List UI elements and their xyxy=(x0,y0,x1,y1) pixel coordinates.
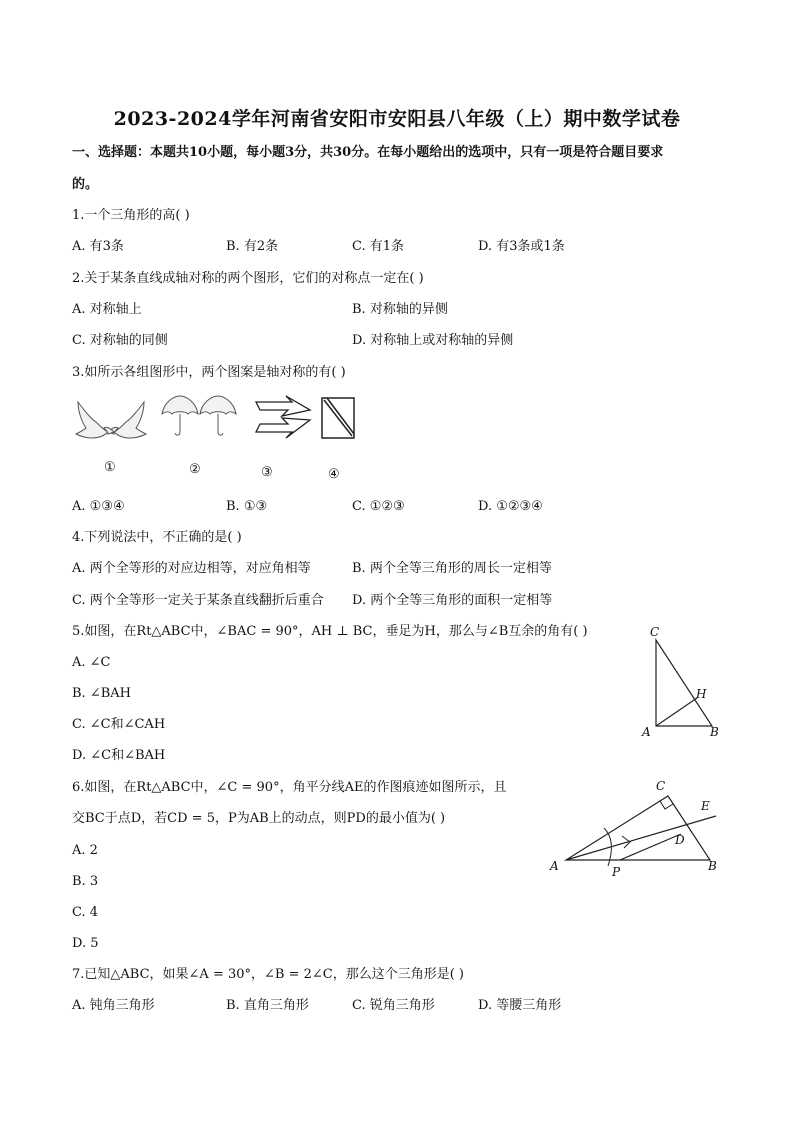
q1-option-b: B. 有2条 xyxy=(226,239,279,254)
q6-triangle-figure xyxy=(544,776,724,880)
q4-option-c: C. 两个全等形一定关于某条直线翻折后重合 xyxy=(72,593,324,608)
segment-pd xyxy=(620,834,681,860)
q6-stem-line2: 交BC于点D，若CD = 5，P为AB上的动点，则PD的最小值为( ) xyxy=(72,811,446,826)
label-a: A xyxy=(642,725,651,739)
q1-option-d: D. 有3条或1条 xyxy=(478,239,565,254)
right-angle-mark xyxy=(660,801,673,809)
q3-stem: 3.如所示各组图形中，两个图案是轴对称的有( ) xyxy=(72,365,346,380)
q4-option-d: D. 两个全等三角形的面积一定相等 xyxy=(352,593,553,608)
q7-stem: 7.已知△ABC，如果∠A = 30°，∠B = 2∠C，那么这个三角形是( ) xyxy=(72,967,464,982)
q2-stem: 2.关于某条直线成轴对称的两个图形，它们的对称点一定在( ) xyxy=(72,271,424,286)
q5-option-d: D. ∠C和∠BAH xyxy=(72,748,166,763)
q4-stem: 4.下列说法中，不正确的是( ) xyxy=(72,530,242,545)
q7-option-d: D. 等腰三角形 xyxy=(478,998,562,1013)
q3-caption-4: ④ xyxy=(328,467,340,482)
label-h: H xyxy=(696,687,707,701)
q1-option-a: A. 有3条 xyxy=(72,239,124,254)
bisector-ae xyxy=(566,816,716,860)
q4-option-a: A. 两个全等形的对应边相等，对应角相等 xyxy=(72,561,311,576)
q3-figures xyxy=(70,392,370,452)
label-b: B xyxy=(708,859,717,873)
label-d: D xyxy=(675,833,685,847)
q2-option-b: B. 对称轴的异侧 xyxy=(352,302,448,317)
q5-option-c: C. ∠C和∠CAH xyxy=(72,717,166,732)
q7-option-c: C. 锐角三角形 xyxy=(352,998,435,1013)
q6-option-a: A. 2 xyxy=(72,843,98,858)
section-instructions-line1: 一、选择题：本题共10小题，每小题3分，共30分。在每小题给出的选项中，只有一项是符合题目要求 xyxy=(72,145,664,160)
q2-option-d: D. 对称轴上或对称轴的异侧 xyxy=(352,333,514,348)
label-c: C xyxy=(650,625,660,639)
q3-option-a: A. ①③④ xyxy=(72,499,125,514)
q2-option-a: A. 对称轴上 xyxy=(72,302,142,317)
page-title: 2023-2024学年河南省安阳市安阳县八年级（上）期中数学试卷 xyxy=(113,108,681,130)
label-e: E xyxy=(701,799,710,813)
label-c: C xyxy=(656,779,666,793)
q5-triangle-figure xyxy=(636,622,736,744)
q3-caption-2: ② xyxy=(189,462,201,477)
q5-stem: 5.如图，在Rt△ABC中，∠BAC = 90°，AH ⊥ BC，垂足为H，那么与∠B互余的角有( ) xyxy=(72,624,588,639)
q5-option-a: A. ∠C xyxy=(72,655,111,670)
altitude-ah xyxy=(656,698,697,726)
label-a: A xyxy=(550,859,559,873)
q3-option-b: B. ①③ xyxy=(226,499,268,514)
q7-option-a: A. 钝角三角形 xyxy=(72,998,155,1013)
q4-option-b: B. 两个全等三角形的周长一定相等 xyxy=(352,561,552,576)
q6-stem-line1: 6.如图，在Rt△ABC中，∠C = 90°，角平分线AE的作图痕迹如图所示，且 xyxy=(72,780,507,795)
q3-option-d: D. ①②③④ xyxy=(478,499,543,514)
q6-option-c: C. 4 xyxy=(72,905,99,920)
dove-pair-figure xyxy=(76,402,146,438)
arrow-pair-figure xyxy=(256,396,310,438)
umbrella-pair-figure xyxy=(162,396,236,435)
label-p: P xyxy=(612,865,621,879)
q1-stem: 1.一个三角形的高( ) xyxy=(72,208,190,223)
q3-caption-3: ③ xyxy=(261,465,273,480)
q3-option-c: C. ①②③ xyxy=(352,499,405,514)
split-square-figure xyxy=(322,398,354,438)
q5-option-b: B. ∠BAH xyxy=(72,686,131,701)
q1-option-c: C. 有1条 xyxy=(352,239,405,254)
q3-caption-1: ① xyxy=(104,460,116,475)
q2-option-c: C. 对称轴的同侧 xyxy=(72,333,168,348)
triangle-abc xyxy=(656,640,712,726)
section-instructions-line2: 的。 xyxy=(72,177,99,192)
q6-option-d: D. 5 xyxy=(72,936,99,951)
label-b: B xyxy=(710,725,719,739)
triangle-abc xyxy=(566,796,710,860)
q7-option-b: B. 直角三角形 xyxy=(226,998,309,1013)
q6-option-b: B. 3 xyxy=(72,874,99,889)
